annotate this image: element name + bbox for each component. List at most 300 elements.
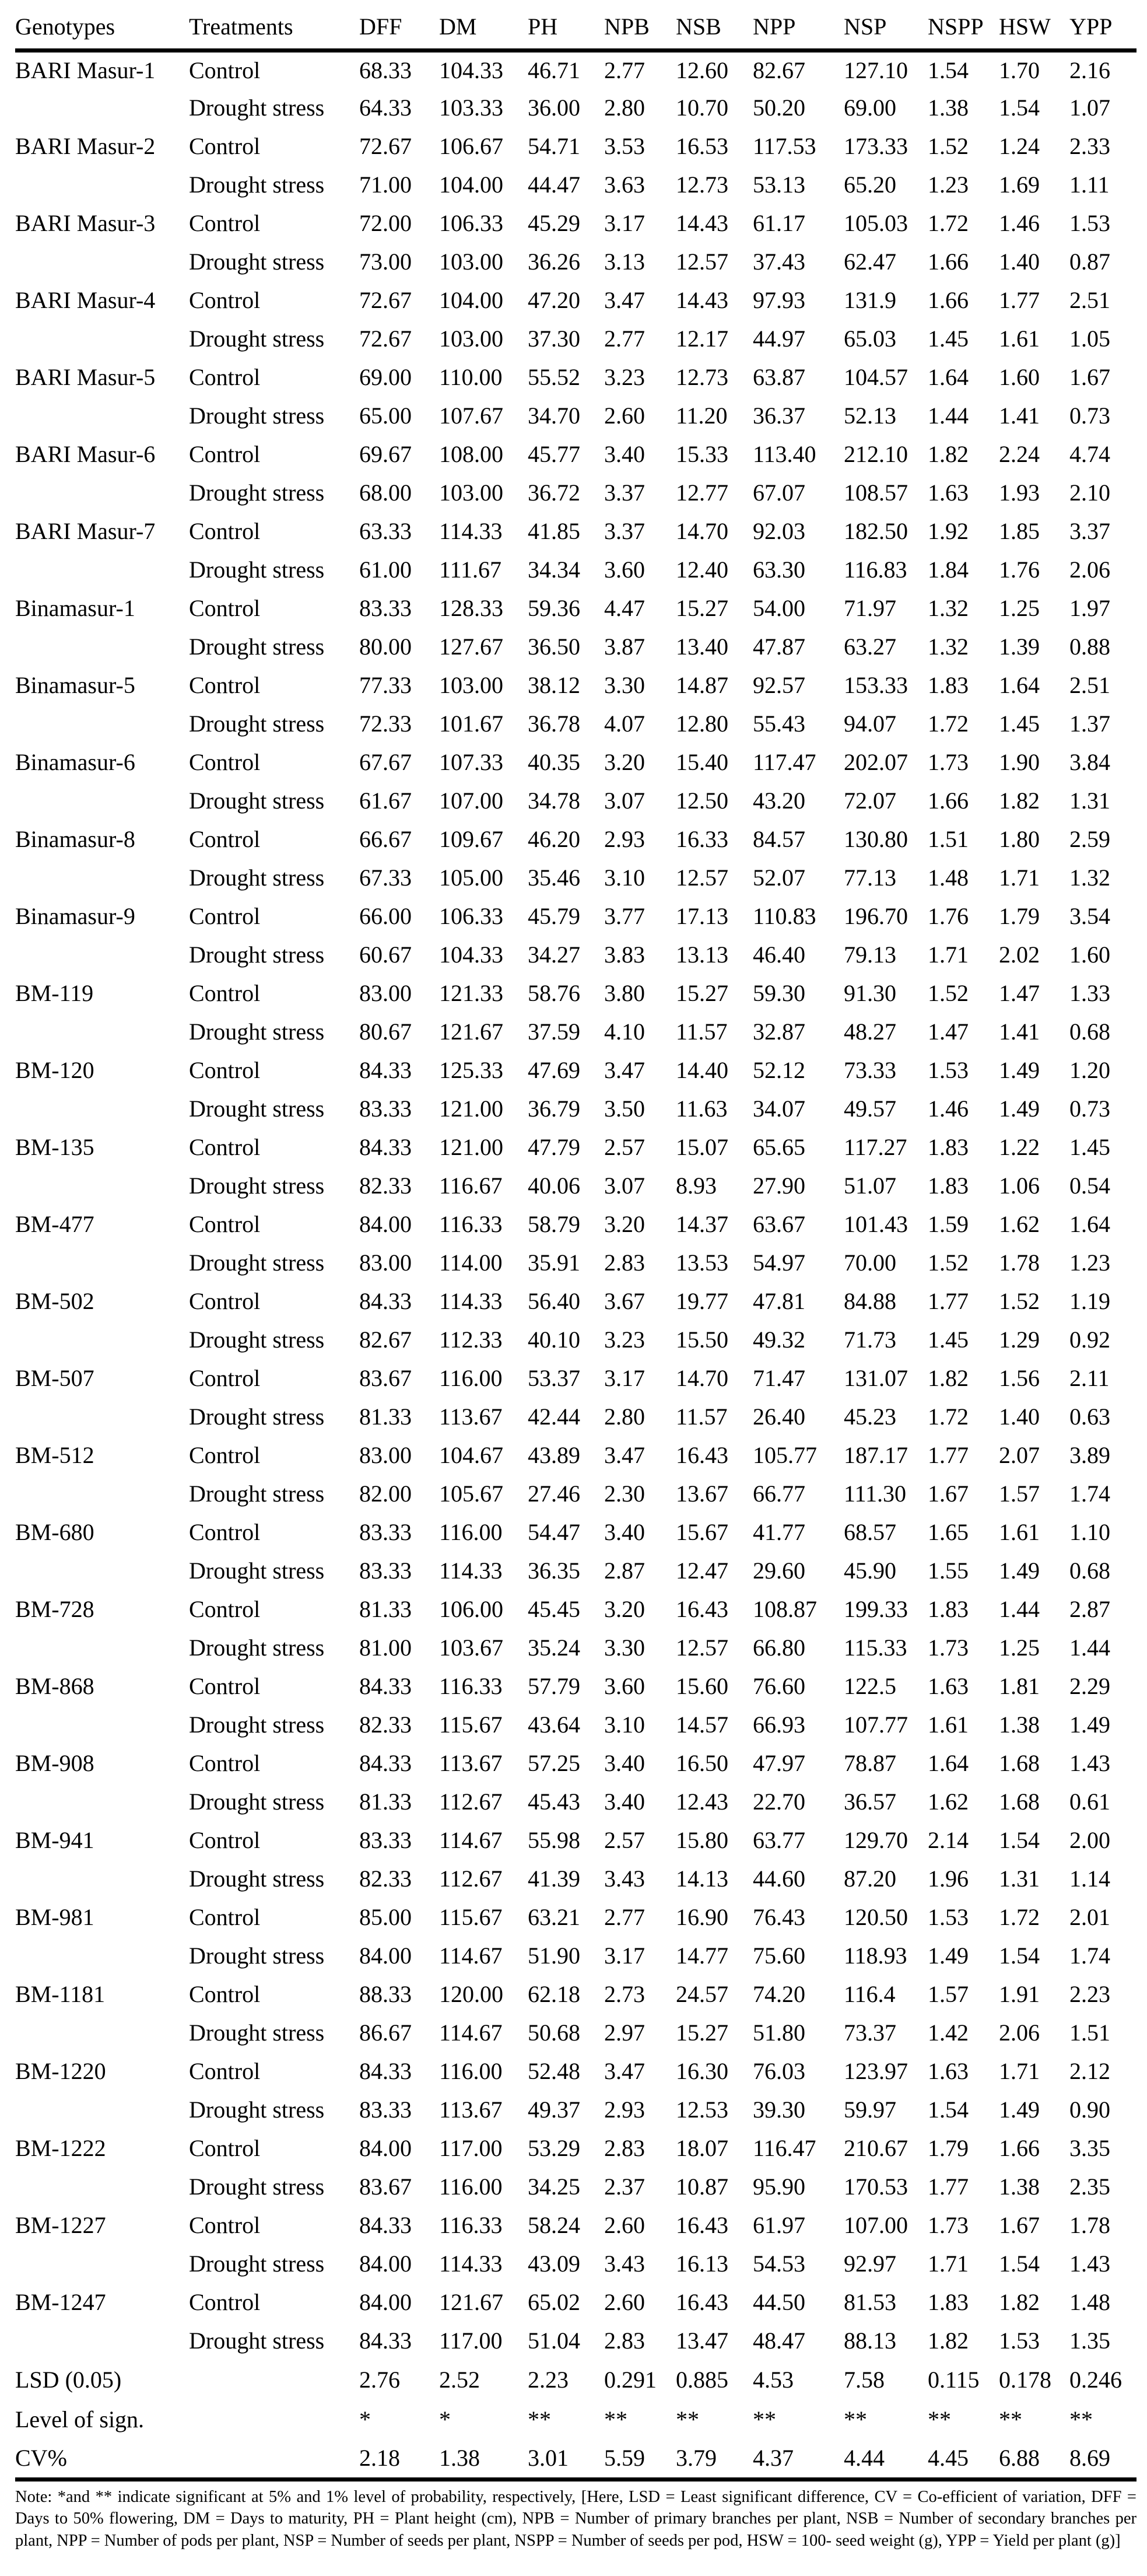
genotype-cell: BM-477 [15, 1211, 94, 1237]
value-cell-ph: 45.29 [528, 210, 580, 236]
value-cell-ypp: 1.23 [1069, 1250, 1110, 1276]
value-cell-nspp: 1.72 [928, 210, 969, 236]
value-cell-dff: 84.00 [359, 2135, 412, 2161]
value-cell-npb: 2.73 [604, 1981, 645, 2007]
value-cell-dff: 80.00 [359, 634, 412, 660]
value-cell-dm: 125.33 [439, 1057, 503, 1083]
value-cell-dff: 72.67 [359, 133, 412, 159]
summary-value-cell-dm: * [439, 2406, 451, 2432]
genotype-cell: BM-502 [15, 1288, 94, 1314]
value-cell-nsp: 105.03 [844, 210, 908, 236]
value-cell-dm: 106.33 [439, 903, 503, 929]
table-row [15, 1629, 1137, 1667]
summary-value-cell-nsb: ** [676, 2406, 699, 2432]
table-row [15, 166, 1137, 204]
value-cell-nsb: 15.27 [676, 2020, 728, 2046]
value-cell-hsw: 1.76 [999, 556, 1040, 583]
value-cell-dff: 67.67 [359, 749, 412, 775]
value-cell-npb: 2.83 [604, 2328, 645, 2354]
value-cell-ph: 36.35 [528, 1558, 580, 1584]
value-cell-nsb: 11.63 [676, 1096, 728, 1122]
genotype-cell: BM-941 [15, 1827, 94, 1853]
value-cell-dff: 84.00 [359, 2289, 412, 2315]
value-cell-nsb: 15.33 [676, 441, 728, 467]
value-cell-dff: 65.00 [359, 402, 412, 429]
value-cell-npp: 32.87 [753, 1019, 805, 1045]
table-row [15, 743, 1137, 782]
table-row [15, 204, 1137, 243]
value-cell-ph: 34.70 [528, 402, 580, 429]
value-cell-nsb: 12.80 [676, 710, 728, 737]
value-cell-ypp: 3.37 [1069, 518, 1110, 544]
value-cell-ypp: 0.63 [1069, 1404, 1110, 1430]
value-cell-nsb: 14.13 [676, 1866, 728, 1892]
value-cell-npp: 110.83 [753, 903, 816, 929]
table-row [15, 820, 1137, 859]
value-cell-nspp: 1.83 [928, 1134, 969, 1160]
table-row [15, 1821, 1137, 1860]
value-cell-ph: 43.89 [528, 1442, 580, 1468]
value-cell-npp: 50.20 [753, 94, 805, 121]
value-cell-nsp: 69.00 [844, 94, 896, 121]
treatment-cell: Drought stress [189, 788, 325, 814]
table-footnote: Note: *and ** indicate significant at 5% and 1% level of probability, respectively, [Here, LSD = Least significant difference, CV = Co-efficient of variation, DFF = Days to 50% flowering, DM = Days to maturity, PH = Plant height (cm), NPB = Number of primary branches per plant, NSB = Number of secondary branches per plant, NPP = Number of pods per plant, NSP = Number of seeds per plant, NSPP = Number of seeds per pod, HSW = 100- seed weight (g), YPP = Yield per plant (g)] [15, 2487, 1137, 2550]
value-cell-hsw: 1.62 [999, 1211, 1040, 1237]
genotype-cell [15, 1706, 189, 1744]
value-cell-nsb: 12.57 [676, 864, 728, 891]
value-cell-npb: 3.10 [604, 864, 645, 891]
value-cell-ypp: 2.51 [1069, 672, 1110, 698]
value-cell-ypp: 1.43 [1069, 2250, 1110, 2277]
value-cell-nsp: 116.4 [844, 1981, 896, 2007]
value-cell-npb: 3.20 [604, 1211, 645, 1237]
value-cell-nsb: 15.60 [676, 1673, 728, 1699]
value-cell-dff: 83.33 [359, 595, 412, 621]
value-cell-npp: 26.40 [753, 1404, 805, 1430]
treatment-cell: Drought stress [189, 864, 325, 891]
value-cell-npp: 67.07 [753, 480, 805, 506]
value-cell-ph: 36.00 [528, 94, 580, 121]
summary-value-cell-npb: 5.59 [604, 2445, 645, 2472]
value-cell-nsp: 79.13 [844, 942, 896, 968]
value-cell-ph: 42.44 [528, 1404, 580, 1430]
value-cell-nsp: 212.10 [844, 441, 908, 467]
value-cell-dm: 128.33 [439, 595, 503, 621]
genotype-cell [15, 2014, 189, 2052]
treatment-cell: Drought stress [189, 2250, 325, 2277]
value-cell-npb: 3.43 [604, 2250, 645, 2277]
value-cell-dff: 73.00 [359, 249, 412, 275]
value-cell-dff: 68.33 [359, 57, 412, 83]
value-cell-npb: 2.57 [604, 1134, 645, 1160]
genotype-cell [15, 936, 189, 974]
genotype-cell: BARI Masur-6 [15, 441, 156, 467]
treatment-cell: Drought stress [189, 172, 325, 198]
treatment-cell: Control [189, 903, 261, 929]
value-cell-nspp: 1.66 [928, 287, 969, 313]
value-cell-hsw: 1.82 [999, 2289, 1040, 2315]
genotype-cell [15, 705, 189, 743]
value-cell-hsw: 1.71 [999, 864, 1040, 891]
value-cell-nsp: 87.20 [844, 1866, 896, 1892]
genotype-cell [15, 1783, 189, 1821]
value-cell-nsp: 153.33 [844, 672, 908, 698]
genotype-cell: BM-1220 [15, 2058, 106, 2084]
genotype-cell [15, 2168, 189, 2206]
column-header-dm: DM [439, 13, 477, 40]
value-cell-nspp: 1.73 [928, 2212, 969, 2238]
value-cell-npp: 63.87 [753, 364, 805, 390]
value-cell-hsw: 1.93 [999, 480, 1040, 506]
value-cell-npp: 37.43 [753, 249, 805, 275]
value-cell-nsb: 14.40 [676, 1057, 728, 1083]
value-cell-ph: 38.12 [528, 672, 580, 698]
value-cell-nsb: 16.50 [676, 1750, 728, 1776]
treatment-cell: Drought stress [189, 1634, 325, 1661]
value-cell-npb: 3.77 [604, 903, 645, 929]
value-cell-hsw: 1.60 [999, 364, 1040, 390]
summary-label-cell: CV% [15, 2445, 67, 2472]
value-cell-nspp: 1.51 [928, 826, 969, 852]
treatment-cell: Control [189, 1211, 261, 1237]
value-cell-dm: 104.00 [439, 172, 503, 198]
value-cell-ph: 43.09 [528, 2250, 580, 2277]
value-cell-npb: 3.87 [604, 634, 645, 660]
value-cell-nsb: 15.27 [676, 595, 728, 621]
value-cell-npb: 2.93 [604, 2096, 645, 2123]
value-cell-dff: 82.33 [359, 1712, 412, 1738]
value-cell-dff: 72.00 [359, 210, 412, 236]
value-cell-ph: 58.79 [528, 1211, 580, 1237]
value-cell-npp: 49.32 [753, 1326, 805, 1353]
table-header-row [15, 6, 1137, 50]
value-cell-nsb: 12.53 [676, 2096, 728, 2123]
genotype-cell [15, 320, 189, 358]
value-cell-dm: 114.67 [439, 1827, 503, 1853]
value-cell-nsb: 16.13 [676, 2250, 728, 2277]
treatment-cell: Drought stress [189, 2020, 325, 2046]
value-cell-nsb: 14.87 [676, 672, 728, 698]
value-cell-ypp: 2.59 [1069, 826, 1110, 852]
value-cell-dm: 116.33 [439, 1211, 503, 1237]
summary-value-cell-ypp: 0.246 [1069, 2367, 1122, 2393]
value-cell-nsb: 16.33 [676, 826, 728, 852]
value-cell-nsb: 13.13 [676, 942, 728, 968]
value-cell-ph: 40.10 [528, 1326, 580, 1353]
table-row [15, 2129, 1137, 2168]
value-cell-nspp: 1.82 [928, 2328, 969, 2354]
value-cell-nspp: 1.66 [928, 249, 969, 275]
value-cell-npp: 71.47 [753, 1365, 805, 1391]
genotype-cell [15, 2091, 189, 2129]
value-cell-dm: 121.00 [439, 1096, 503, 1122]
treatment-cell: Control [189, 1904, 261, 1930]
genotype-cell [15, 243, 189, 281]
value-cell-ypp: 1.11 [1069, 172, 1110, 198]
table-row [15, 512, 1137, 551]
summary-value-cell-dff: 2.76 [359, 2367, 400, 2393]
value-cell-ypp: 1.74 [1069, 1480, 1110, 1507]
genotype-cell: BM-507 [15, 1365, 94, 1391]
value-cell-hsw: 1.61 [999, 1519, 1040, 1545]
value-cell-npp: 51.80 [753, 2020, 805, 2046]
table-row [15, 358, 1137, 397]
value-cell-npp: 39.30 [753, 2096, 805, 2123]
summary-value-cell-nsp: 7.58 [844, 2367, 885, 2393]
value-cell-nsb: 14.70 [676, 518, 728, 544]
table-row [15, 50, 1137, 89]
value-cell-npb: 3.67 [604, 1288, 645, 1314]
value-cell-nspp: 1.84 [928, 556, 969, 583]
genotype-cell: BARI Masur-1 [15, 57, 156, 83]
value-cell-dff: 86.67 [359, 2020, 412, 2046]
table-row [15, 1282, 1137, 1321]
genotype-cell [15, 474, 189, 512]
value-cell-dff: 83.00 [359, 1442, 412, 1468]
treatment-cell: Control [189, 980, 261, 1006]
value-cell-nsp: 71.73 [844, 1326, 896, 1353]
value-cell-npb: 3.20 [604, 1596, 645, 1622]
value-cell-hsw: 1.39 [999, 634, 1040, 660]
genotype-cell: Binamasur-8 [15, 826, 135, 852]
value-cell-npp: 92.03 [753, 518, 805, 544]
value-cell-dff: 84.33 [359, 1134, 412, 1160]
column-header-nsb: NSB [676, 13, 721, 40]
value-cell-hsw: 1.70 [999, 57, 1040, 83]
value-cell-npb: 2.80 [604, 1404, 645, 1430]
value-cell-nsp: 210.67 [844, 2135, 908, 2161]
value-cell-nspp: 1.83 [928, 672, 969, 698]
value-cell-hsw: 1.38 [999, 2174, 1040, 2200]
value-cell-hsw: 1.25 [999, 595, 1040, 621]
table-row [15, 1783, 1137, 1821]
value-cell-ph: 35.91 [528, 1250, 580, 1276]
value-cell-dm: 104.33 [439, 942, 503, 968]
value-cell-npp: 55.43 [753, 710, 805, 737]
value-cell-nsb: 16.53 [676, 133, 728, 159]
treatment-cell: Control [189, 1596, 261, 1622]
value-cell-dff: 83.33 [359, 1558, 412, 1584]
value-cell-ypp: 0.73 [1069, 402, 1110, 429]
value-cell-npb: 2.80 [604, 94, 645, 121]
treatment-cell: Control [189, 1365, 261, 1391]
value-cell-nsb: 13.53 [676, 1250, 728, 1276]
value-cell-nspp: 1.48 [928, 864, 969, 891]
value-cell-nspp: 1.82 [928, 441, 969, 467]
value-cell-dm: 108.00 [439, 441, 503, 467]
value-cell-npb: 2.60 [604, 2289, 645, 2315]
value-cell-ph: 47.20 [528, 287, 580, 313]
value-cell-npb: 3.47 [604, 287, 645, 313]
value-cell-nspp: 1.44 [928, 402, 969, 429]
treatment-cell: Control [189, 2289, 261, 2315]
table-row [15, 397, 1137, 435]
value-cell-nspp: 1.53 [928, 1057, 969, 1083]
table-row [15, 1205, 1137, 1244]
value-cell-nspp: 1.52 [928, 133, 969, 159]
value-cell-ypp: 2.16 [1069, 57, 1110, 83]
value-cell-dff: 69.67 [359, 441, 412, 467]
value-cell-ph: 50.68 [528, 2020, 580, 2046]
value-cell-npb: 2.87 [604, 1558, 645, 1584]
summary-value-cell-ph: 3.01 [528, 2445, 569, 2472]
value-cell-nsp: 91.30 [844, 980, 896, 1006]
value-cell-npb: 3.47 [604, 2058, 645, 2084]
value-cell-nspp: 1.63 [928, 1673, 969, 1699]
value-cell-dff: 84.33 [359, 2058, 412, 2084]
value-cell-npb: 4.07 [604, 710, 645, 737]
table-row [15, 2052, 1137, 2091]
value-cell-ph: 57.25 [528, 1750, 580, 1776]
genotype-cell: BM-981 [15, 1904, 94, 1930]
table-row [15, 320, 1137, 358]
value-cell-hsw: 1.56 [999, 1365, 1040, 1391]
value-cell-nsb: 15.50 [676, 1326, 728, 1353]
value-cell-dm: 112.33 [439, 1326, 503, 1353]
value-cell-dm: 103.67 [439, 1634, 503, 1661]
value-cell-ypp: 2.23 [1069, 1981, 1110, 2007]
value-cell-hsw: 1.67 [999, 2212, 1040, 2238]
value-cell-ypp: 1.48 [1069, 2289, 1110, 2315]
value-cell-npp: 84.57 [753, 826, 805, 852]
treatment-cell: Control [189, 2058, 261, 2084]
value-cell-nsp: 52.13 [844, 402, 896, 429]
value-cell-hsw: 2.06 [999, 2020, 1040, 2046]
genotype-cell: BM-868 [15, 1673, 94, 1699]
value-cell-ph: 35.24 [528, 1634, 580, 1661]
value-cell-nsp: 73.33 [844, 1057, 896, 1083]
summary-value-cell-dff: * [359, 2406, 371, 2432]
value-cell-ypp: 0.54 [1069, 1172, 1110, 1199]
value-cell-nsb: 11.20 [676, 402, 728, 429]
value-cell-ph: 41.39 [528, 1866, 580, 1892]
treatment-cell: Drought stress [189, 402, 325, 429]
value-cell-ypp: 1.35 [1069, 2328, 1110, 2354]
value-cell-ph: 46.20 [528, 826, 580, 852]
value-cell-npp: 66.80 [753, 1634, 805, 1661]
value-cell-ph: 56.40 [528, 1288, 580, 1314]
value-cell-dm: 114.33 [439, 2250, 503, 2277]
value-cell-dm: 107.33 [439, 749, 503, 775]
value-cell-npp: 46.40 [753, 942, 805, 968]
value-cell-hsw: 1.31 [999, 1866, 1040, 1892]
value-cell-npb: 2.57 [604, 1827, 645, 1853]
value-cell-npp: 76.60 [753, 1673, 805, 1699]
value-cell-dff: 84.33 [359, 1288, 412, 1314]
value-cell-npp: 29.60 [753, 1558, 805, 1584]
value-cell-hsw: 1.72 [999, 1904, 1040, 1930]
value-cell-nspp: 1.52 [928, 1250, 969, 1276]
value-cell-dff: 77.33 [359, 672, 412, 698]
value-cell-nspp: 1.73 [928, 1634, 969, 1661]
value-cell-dm: 104.67 [439, 1442, 503, 1468]
value-cell-dff: 81.00 [359, 1634, 412, 1661]
value-cell-dff: 72.67 [359, 326, 412, 352]
value-cell-nsp: 81.53 [844, 2289, 896, 2315]
value-cell-npp: 76.43 [753, 1904, 805, 1930]
value-cell-npp: 105.77 [753, 1442, 817, 1468]
genotype-cell: Binamasur-1 [15, 595, 135, 621]
value-cell-dff: 72.67 [359, 287, 412, 313]
value-cell-ypp: 1.37 [1069, 710, 1110, 737]
value-cell-ypp: 1.07 [1069, 94, 1110, 121]
value-cell-dff: 60.67 [359, 942, 412, 968]
value-cell-nsb: 11.57 [676, 1019, 728, 1045]
value-cell-dff: 84.33 [359, 1673, 412, 1699]
value-cell-nsb: 11.57 [676, 1404, 728, 1430]
value-cell-npb: 3.30 [604, 1634, 645, 1661]
value-cell-npb: 3.60 [604, 1673, 645, 1699]
treatment-cell: Control [189, 1057, 261, 1083]
value-cell-nspp: 1.76 [928, 903, 969, 929]
value-cell-dm: 116.33 [439, 2212, 503, 2238]
value-cell-nspp: 1.63 [928, 480, 969, 506]
value-cell-dff: 82.00 [359, 1480, 412, 1507]
value-cell-nsb: 14.43 [676, 287, 728, 313]
value-cell-nsb: 16.43 [676, 1596, 728, 1622]
value-cell-nsb: 18.07 [676, 2135, 728, 2161]
value-cell-ph: 65.02 [528, 2289, 580, 2315]
summary-value-cell-nsp: 4.44 [844, 2445, 885, 2472]
treatment-cell: Drought stress [189, 1866, 325, 1892]
value-cell-hsw: 1.40 [999, 1404, 1040, 1430]
value-cell-npb: 2.30 [604, 1480, 645, 1507]
value-cell-dff: 81.33 [359, 1404, 412, 1430]
value-cell-npb: 4.47 [604, 595, 645, 621]
value-cell-hsw: 1.57 [999, 1480, 1040, 1507]
value-cell-ypp: 1.31 [1069, 788, 1110, 814]
genotype-cell: BM-512 [15, 1442, 94, 1468]
summary-value-cell-ph: ** [528, 2406, 551, 2432]
value-cell-nspp: 1.77 [928, 1288, 969, 1314]
value-cell-ypp: 3.54 [1069, 903, 1110, 929]
value-cell-npb: 3.23 [604, 364, 645, 390]
treatment-cell: Drought stress [189, 1712, 325, 1738]
value-cell-ypp: 1.33 [1069, 980, 1110, 1006]
value-cell-ypp: 1.97 [1069, 595, 1110, 621]
value-cell-nspp: 1.72 [928, 1404, 969, 1430]
value-cell-ph: 46.71 [528, 57, 580, 83]
table-row [15, 782, 1137, 820]
value-cell-nsb: 15.80 [676, 1827, 728, 1853]
value-cell-npb: 3.40 [604, 1519, 645, 1545]
treatment-cell: Control [189, 441, 261, 467]
value-cell-nspp: 1.42 [928, 2020, 969, 2046]
value-cell-ph: 57.79 [528, 1673, 580, 1699]
genotype-cell [15, 1321, 189, 1359]
value-cell-nspp: 1.57 [928, 1981, 969, 2007]
value-cell-hsw: 1.54 [999, 1827, 1040, 1853]
table-row [15, 1706, 1137, 1744]
table-row [15, 1128, 1137, 1167]
value-cell-dff: 83.33 [359, 1827, 412, 1853]
value-cell-npb: 3.47 [604, 1057, 645, 1083]
value-cell-nspp: 1.83 [928, 2289, 969, 2315]
value-cell-npp: 41.77 [753, 1519, 805, 1545]
summary-row [15, 2440, 1137, 2479]
value-cell-ph: 36.26 [528, 249, 580, 275]
value-cell-npp: 53.13 [753, 172, 805, 198]
value-cell-nsb: 15.27 [676, 980, 728, 1006]
value-cell-ypp: 1.10 [1069, 1519, 1110, 1545]
table-row [15, 435, 1137, 474]
value-cell-nsp: 115.33 [844, 1634, 907, 1661]
column-header-nsp: NSP [844, 13, 887, 40]
value-cell-dm: 105.00 [439, 864, 503, 891]
value-cell-ypp: 0.92 [1069, 1326, 1110, 1353]
treatment-cell: Drought stress [189, 480, 325, 506]
value-cell-npp: 61.97 [753, 2212, 805, 2238]
